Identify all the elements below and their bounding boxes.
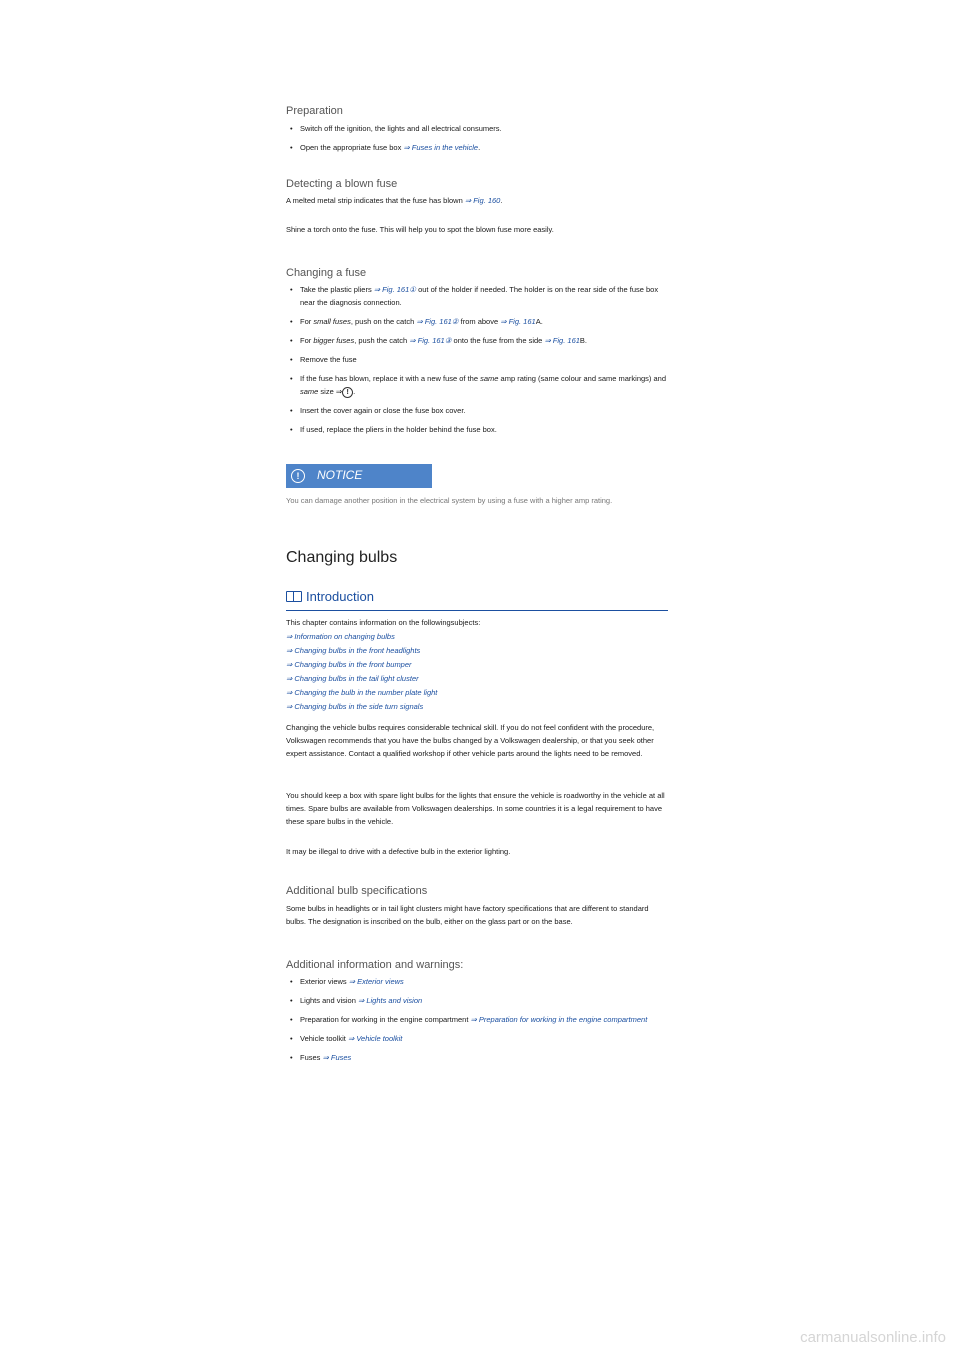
changing-fuse-list: [286, 283, 668, 442]
fig-161-2-link[interactable]: ⇒ Fig. 161②: [416, 317, 459, 326]
notice-label: NOTICE: [317, 468, 363, 482]
detecting-heading: Detecting a blown fuse: [286, 178, 398, 190]
lights-vision-link[interactable]: ⇒ Lights and vision: [357, 996, 423, 1005]
additional-specs-text: Some bulbs in headlights or in tail light clusters might have factory specifications that are different to standard bulbs. The designation is inscribed on the bulb, either on the glass part or on the base.: [286, 904, 649, 926]
vehicle-toolkit-link[interactable]: ⇒ Vehicle toolkit: [347, 1034, 403, 1043]
paragraph: Changing the vehicle bulbs requires considerable technical skill. If you do not feel confident with the procedure, Volkswagen recommends that you have the bulbs changed by a Volkswagen dealership, or that you seek other expert assistance. Contact a qualified workshop if other vehicle parts around the lights need to be removed.: [286, 723, 655, 758]
additional-specs-heading: Additional bulb specifications: [286, 885, 428, 897]
section-title: Changing bulbs: [286, 549, 398, 566]
exterior-views-link[interactable]: ⇒ Exterior views: [348, 977, 404, 986]
fig-161-1-link[interactable]: ⇒ Fig. 161①: [373, 285, 416, 294]
fig-160-link[interactable]: ⇒ Fig. 160: [464, 196, 501, 205]
list-item: • Lights and vision ⇒ Lights and vision: [286, 994, 668, 1007]
fuses-in-vehicle-link[interactable]: ⇒ Fuses in the vehicle: [403, 143, 479, 152]
fig-161b-link[interactable]: ⇒ Fig. 161: [544, 336, 580, 345]
paragraph: You should keep a box with spare light bulbs for the lights that ensure the vehicle is roadworthy in the vehicle at all times. Spare bulbs are available from Volkswagen dealerships. In some countries it is a legal requirement to have these spare bulbs in the vehicle.: [286, 791, 665, 826]
list-item: • Open the appropriate fuse box ⇒ Fuses in the vehicle.: [286, 141, 668, 154]
fig-161-3-link[interactable]: ⇒ Fig. 161③: [409, 336, 452, 345]
preparation-heading: Preparation: [286, 105, 343, 117]
list-item: • Vehicle toolkit ⇒ Vehicle toolkit: [286, 1032, 668, 1045]
chapter-lead: This chapter contains information on the followingsubjects:: [286, 618, 481, 627]
book-icon: [286, 591, 302, 602]
changing-fuse-heading: Changing a fuse: [286, 267, 367, 279]
front-headlights-link[interactable]: ⇒ Changing bulbs in the front headlights: [286, 646, 421, 655]
detecting-paragraph: A melted metal strip indicates that the fuse has blown ⇒ Fig. 160.: [286, 196, 503, 205]
list-item: • If used, replace the pliers in the holder behind the fuse box.: [286, 423, 668, 436]
engine-compartment-link[interactable]: ⇒ Preparation for working in the engine compartment: [470, 1015, 648, 1024]
front-bumper-link[interactable]: ⇒ Changing bulbs in the front bumper: [286, 660, 412, 669]
exclamation-icon: !: [291, 469, 305, 483]
list-item: • Switch off the ignition, the lights and all electrical consumers.: [286, 122, 668, 135]
additional-info-list: [286, 975, 668, 1070]
paragraph: It may be illegal to drive with a defective bulb in the exterior lighting.: [286, 847, 511, 856]
fuses-link[interactable]: ⇒ Fuses: [322, 1053, 352, 1062]
notice-text: You can damage another position in the electrical system by using a fuse with a higher amp rating.: [286, 496, 613, 505]
number-plate-light-link[interactable]: ⇒ Changing the bulb in the number plate light: [286, 688, 438, 697]
additional-info-heading: Additional information and warnings:: [286, 959, 464, 971]
notice-reference-icon[interactable]: !: [342, 387, 353, 398]
introduction-heading: Introduction: [286, 590, 668, 611]
preparation-list: [286, 122, 668, 160]
list-item: • Take the plastic pliers ⇒ Fig. 161① out of the holder if needed. The holder is on the rear side of the fuse box near the diagnosis connection.: [286, 283, 668, 309]
tail-light-link[interactable]: ⇒ Changing bulbs in the tail light cluster: [286, 674, 419, 683]
chapter-links: [286, 630, 668, 714]
list-item: • Exterior views ⇒ Exterior views: [286, 975, 668, 988]
list-item: • Preparation for working in the engine compartment ⇒ Preparation for working in the engine compartment: [286, 1013, 668, 1026]
list-item: • Fuses ⇒ Fuses: [286, 1051, 668, 1064]
list-item: • For bigger fuses, push the catch ⇒ Fig. 161③ onto the fuse from the side ⇒ Fig. 161B.: [286, 334, 668, 347]
list-item: • For small fuses, push on the catch ⇒ Fig. 161② from above ⇒ Fig. 161A.: [286, 315, 668, 328]
info-changing-bulbs-link[interactable]: ⇒ Information on changing bulbs: [286, 632, 395, 641]
watermark: carmanualsonline.info: [800, 1329, 946, 1346]
fig-161a-link[interactable]: ⇒ Fig. 161: [500, 317, 536, 326]
list-item: • Insert the cover again or close the fuse box cover.: [286, 404, 668, 417]
torch-paragraph: Shine a torch onto the fuse. This will help you to spot the blown fuse more easily.: [286, 225, 554, 234]
list-item: • If the fuse has blown, replace it with a new fuse of the same amp rating (same colour and same markings) and same size ⇒ ! .: [286, 372, 668, 398]
notice-banner: [286, 464, 432, 488]
list-item: • Remove the fuse: [286, 353, 668, 366]
side-turn-signals-link[interactable]: ⇒ Changing bulbs in the side turn signals: [286, 702, 424, 711]
